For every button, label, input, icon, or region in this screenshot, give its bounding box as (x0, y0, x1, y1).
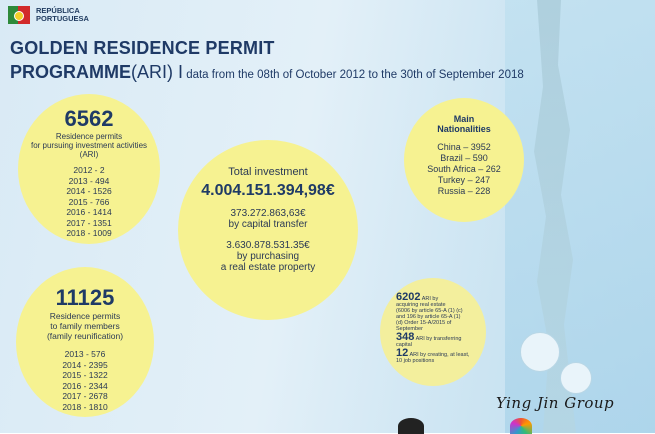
investment-permits-count: 6562 (64, 106, 114, 131)
color-emblem-icon (510, 418, 532, 434)
emblem-icon (398, 418, 424, 434)
logo-text: REPÚBLICA PORTUGUESA (36, 6, 89, 23)
total-investment-circle: Total investment 4.004.151.394,98€ 373.272.863,63€ by capital transfer 3.630.878.531.35€ by purchasing a real estate property (178, 140, 358, 320)
investment-permits-years: 2012 - 2 2013 - 494 2014 - 1526 2015 - 766 2016 - 1414 2017 - 1351 2018 - 1009 (66, 165, 112, 238)
page-subtitle: PROGRAMME(ARI) I data from the 08th of October 2012 to the 30th of September 2018 (10, 62, 524, 82)
page-title: GOLDEN RESIDENCE PERMIT (10, 38, 275, 58)
family-permits-years: 2013 - 576 2014 - 2395 2015 - 1322 2016 - 2344 2017 - 2678 2018 - 1810 (62, 349, 108, 412)
family-permits-circle: 11125 Residence permits to family members (family reunification) 2013 - 576 2014 - 2395 2015 - 1322 2016 - 2344 2017 - 2678 2018 - 1810 (16, 267, 154, 417)
family-permits-count: 11125 (55, 285, 115, 310)
republic-logo (8, 4, 89, 26)
watermark: Ying Jin Group (496, 394, 615, 412)
investment-permits-circle: 6562 Residence permits for pursuing investment activities (ARI) 2012 - 2 2013 - 494 2014 - 1526 2015 - 766 2016 - 1414 2017 - 1351 2018 - 1009 (18, 94, 160, 244)
nationalities-circle: Main Nationalities China – 3952 Brazil – 590 South Africa – 262 Turkey – 247 Russia – 228 (404, 98, 524, 222)
flag-emblem-icon (8, 4, 30, 26)
azores-inset-map (520, 332, 560, 372)
madeira-inset-map (560, 362, 592, 394)
breakdown-circle: 6202 ARI by acquiring real estate (6006 by article 65-A (1) (c) and 196 by article 65-A (1) (d) Order 15-A/2015 of September 348 ARI by transferring capital 12 ARI by creating, at least, 10 job positions (380, 278, 486, 386)
total-investment-amount: 4.004.151.394,98€ (201, 182, 335, 199)
nationalities-list: China – 3952 Brazil – 590 South Africa – 262 Turkey – 247 Russia – 228 (427, 142, 501, 196)
